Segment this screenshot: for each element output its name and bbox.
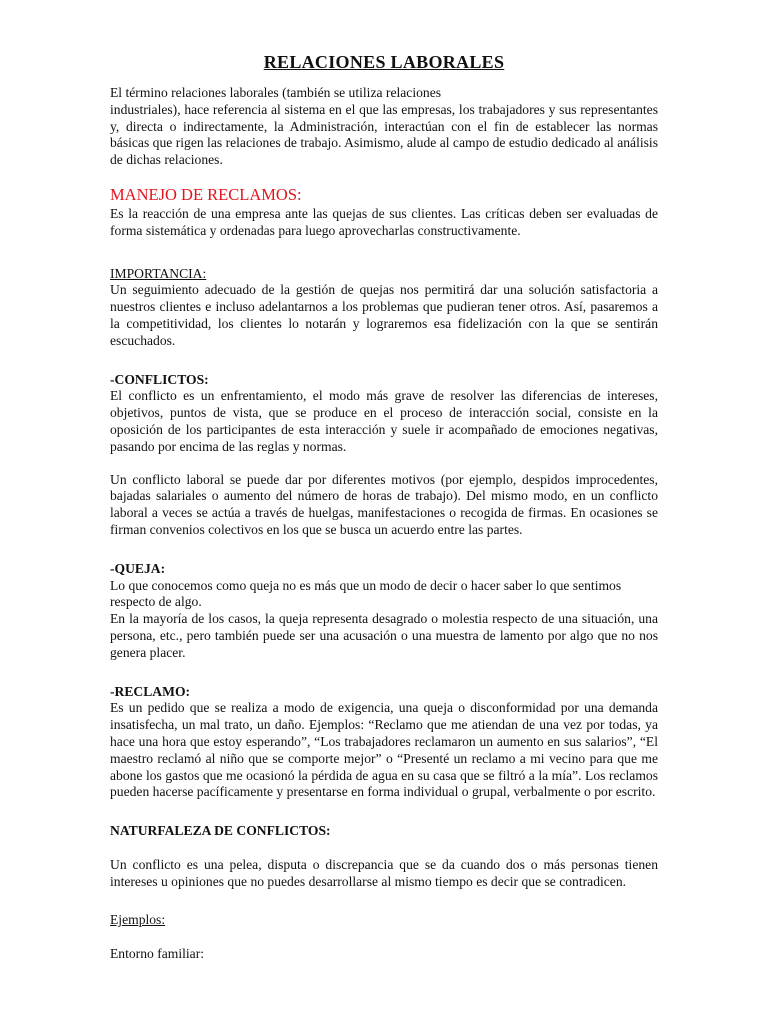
importancia-heading: IMPORTANCIA:	[110, 265, 207, 281]
naturaleza-paragraph: Un conflicto es una pelea, disputa o discrepancia que se da cuando dos o más personas tienen intereses u opiniones que no puedes desarrollarse al mismo tiempo es decir que se contradicen.	[110, 856, 658, 889]
ejemplos-item-entorno-familiar: Entorno familiar:	[110, 946, 204, 962]
conflictos-section	[110, 372, 658, 539]
manejo-heading: MANEJO DE RECLAMOS:	[110, 184, 302, 204]
reclamo-section	[110, 684, 658, 802]
intro-first-line: El término relaciones laborales (también se utiliza relaciones	[110, 85, 442, 100]
importancia-paragraph: Un seguimiento adecuado de la gestión de quejas nos permitirá dar una solución satisfactoria a nuestros clientes e incluso adelantarnos a los problemas que pudieran tener otros. Así, pasaremos a la competitividad, los clientes lo notarán y lograremos esa fidelización con la que se sentirán escuchados.	[110, 282, 658, 348]
ejemplos-section	[110, 912, 658, 963]
manejo-paragraph: Es la reacción de una empresa ante las quejas de sus clientes. Las críticas deben ser evaluadas de forma sistemática y ordenadas para luego aprovecharlas constructivamente.	[110, 205, 658, 238]
queja-section	[110, 561, 658, 662]
queja-heading: -QUEJA:	[110, 560, 166, 576]
conflictos-paragraph-1: El conflicto es un enfrentamiento, el modo más grave de resolver las diferencias de intereses, objetivos, puntos de vista, que se produce en el proceso de interacción social, consiste en la oposición de los participantes de esta interacción y suele ir acompañado de emociones negativas, pasando por encima de las reglas y normas.	[110, 388, 658, 454]
reclamo-paragraph: Es un pedido que se realiza a modo de exigencia, una queja o disconformidad por una demanda insatisfecha, un mal trato, un daño. Ejemplos: “Reclamo que me atiendan de una vez por todas, ya hace una hora que estoy esperando”, “Los trabajadores reclamaron un aumento en sus salarios”, “El maestro reclamó al niño que se comporte mejor” o “Presenté un reclamo a mi vecino para que me abone los gastos que me ocasionó la pérdida de agua en su casa que se filtró a la mía”. Los reclamos pueden hacerse pacíficamente y presentarse en forma individual o grupal, verbalmente o por escrito.	[110, 700, 658, 800]
reclamo-heading: -RECLAMO:	[110, 683, 191, 699]
intro-section	[110, 85, 658, 169]
queja-paragraph-1: Lo que conocemos como queja no es más que un modo de decir o hacer saber lo que sentimos respecto de algo.	[110, 577, 622, 610]
manejo-section	[110, 185, 658, 240]
conflictos-heading: -CONFLICTOS:	[110, 371, 209, 387]
importancia-section	[110, 266, 658, 350]
naturaleza-section	[110, 823, 658, 890]
queja-paragraph-2: En la mayoría de los casos, la queja representa desagrado o molestia respecto de una situación, una persona, etc., pero también puede ser una acusación o una muestra de lamento por algo que no nos genera placer.	[110, 611, 658, 660]
intro-paragraph: industriales), hace referencia al sistema en el que las empresas, los trabajadores y sus representantes y, directa o indirectamente, la Administración, interactúan con el fin de establecer las normas básicas que rigen las relaciones de trabajo. Asimismo, alude al campo de estudio dedicado al análisis de dichas relaciones.	[110, 101, 658, 168]
document-title: RELACIONES LABORALES	[263, 52, 505, 72]
naturaleza-heading: NATURFALEZA DE CONFLICTOS:	[110, 823, 331, 839]
conflictos-paragraph-2: Un conflicto laboral se puede dar por diferentes motivos (por ejemplo, despidos improcedentes, bajadas salariales o aumento del número de horas de trabajo). Del mismo modo, en un conflicto laboral a veces se actúa a través de huelgas, manifestaciones o recogida de firmas. En ocasiones se firman convenios colectivos en los que se busca un acuerdo entre las partes.	[110, 471, 658, 537]
ejemplos-heading: Ejemplos:	[110, 912, 166, 928]
